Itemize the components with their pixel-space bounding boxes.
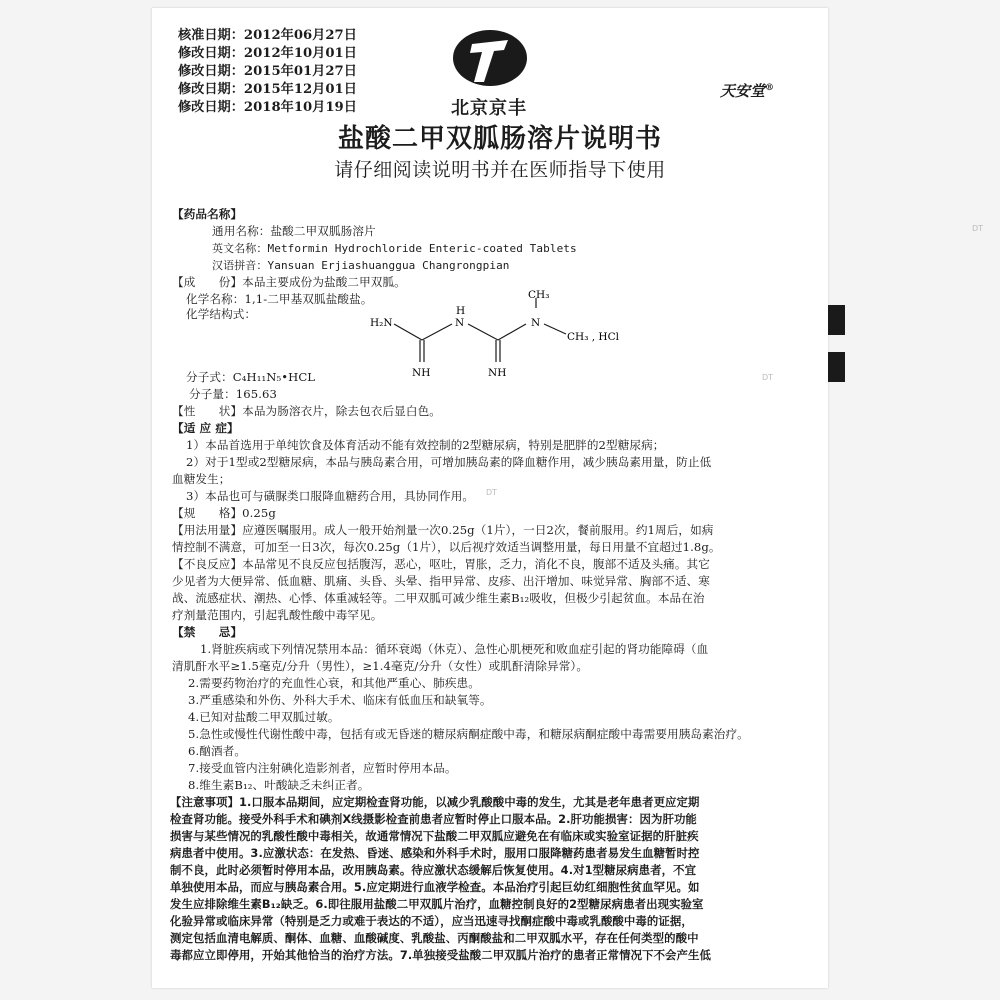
dosage-line: 情控制不满意，可加至一日3次，每次0.25g（1片），以后视疗效适当调整用量，每日用量不宜超过1.8g。 (172, 540, 721, 554)
section-heading: 【禁 忌】 (172, 625, 243, 639)
brand-name: 北京京丰 (451, 98, 527, 119)
precaution-line: 检查肾功能。接受外科手术和碘剂X线摄影检查前患者应暂时停止口服本品。2.肝功能损害：因为肝功能 (170, 812, 697, 826)
hydrogen-label: H (456, 305, 466, 317)
watermark: DT (762, 373, 774, 382)
corner-brand-logo (720, 80, 774, 101)
appearance-line: 【性 状】本品为肠溶衣片，除去包衣后显白色。 (172, 404, 441, 418)
methyl-hcl-label: CH₃ , HCl (567, 331, 619, 343)
indication-item: 2）对于1型或2型糖尿病，本品与胰岛素合用，可增加胰岛素的降血糖作用，减少胰岛素用量，防止低 (186, 455, 712, 469)
indication-item: 3）本品也可与磺脲类口服降血糖药合用，具协同作用。 (186, 489, 475, 503)
molecular-weight: 分子量：165.63 (189, 387, 277, 401)
revision-date: 修改日期：2015年12月01日 (178, 82, 357, 97)
precaution-line: 【注意事项】1.口服本品期间，应定期检查肾功能，以减少乳酸酸中毒的发生，尤其是老年患者更应定期 (170, 795, 700, 809)
indication-item: 1）本品首选用于单纯饮食及体育活动不能有效控制的2型糖尿病，特别是肥胖的2型糖尿病； (186, 438, 665, 452)
chemical-structure-diagram (360, 288, 630, 382)
section-heading: 【适 应 症】 (172, 421, 239, 435)
scan-marker-bottom (828, 352, 845, 382)
watermark: DT (486, 488, 498, 497)
precaution-line: 测定包括血清电解质、酮体、血糖、血酸碱度、乳酸盐、丙酮酸盐和二甲双胍水平，存在任何类型的酸中 (170, 931, 699, 945)
contraindication-item: 2.需要药物治疗的充血性心衰，和其他严重心、肺疾患。 (188, 676, 480, 690)
revision-dates (178, 27, 357, 117)
revision-date: 修改日期：2018年10月19日 (178, 100, 357, 115)
contraindication-item: 3.严重感染和外伤、外科大手术、临床有低血压和缺氧等。 (188, 693, 492, 707)
contraindication-item-cont: 清肌酐水平≥1.5毫克/分升（男性），≥1.4毫克/分升（女性）或肌酐清除异常）。 (172, 659, 589, 673)
registered-mark: ® (765, 83, 775, 93)
revision-date: 修改日期：2015年01月27日 (178, 64, 357, 79)
precaution-line: 化验异常或临床异常（特别是乏力或难于表达的不适），应当迅速寻找酮症酸中毒或乳酸酸中毒的证据， (170, 914, 693, 928)
watermark: DT (972, 224, 984, 233)
ingredient-line: 【成 份】本品主要成份为盐酸二甲双胍。 (172, 275, 406, 289)
section-heading: 【药品名称】 (172, 207, 243, 221)
contraindication-item: 6.酗酒者。 (188, 744, 247, 758)
imine-label: NH (412, 367, 431, 379)
precaution-line: 制不良，此时必须暂时停用本品，改用胰岛素。待应激状态缓解后恢复使用。4.对1型糖尿病患者，不宜 (170, 863, 697, 877)
nitrogen-label: N (531, 317, 541, 329)
indication-item-cont: 血糖发生； (172, 472, 231, 486)
precaution-line: 损害与某些情况的乳酸性酸中毒相关，故通常情况下盐酸二甲双胍应避免在有临床或实验室证据的肝脏疾 (170, 829, 699, 843)
document-title: 盐酸二甲双胍肠溶片说明书 (337, 124, 662, 154)
document-subtitle: 请仔细阅读说明书并在医师指导下使用 (334, 159, 666, 181)
adverse-reaction-line: 【不良反应】本品常见不良反应包括腹泻，恶心，呕吐，胃胀，乏力，消化不良，腹部不适及头痛。其它 (172, 557, 710, 571)
corner-brand-text: 天安堂 (720, 82, 766, 100)
precaution-line: 单独使用本品，而应与胰岛素合用。5.应定期进行血液学检查。本品治疗引起巨幼红细胞性贫血罕见。如 (170, 880, 700, 894)
precaution-line: 病患者中使用。3.应激状态：在发热、昏迷、感染和外科手术时，服用口服降糖药患者易发生血糖暂时控 (170, 846, 700, 860)
contraindication-item: 7.接受血管内注射碘化造影剂者，应暂时停用本品。 (188, 761, 457, 775)
contraindication-item: 4.已知对盐酸二甲双胍过敏。 (188, 710, 340, 724)
adverse-reaction-line: 疗剂量范围内，引起乳酸性酸中毒罕见。 (172, 608, 383, 622)
structure-label: 化学结构式： (186, 307, 257, 321)
adverse-reaction-line: 少见者为大便异常、低血糖、肌痛、头昏、头晕、指甲异常、皮疹、出汗增加、味觉异常、胸部不适、寒 (172, 574, 710, 588)
specification-line: 【规 格】0.25g (172, 506, 276, 520)
methyl-label: CH₃ (528, 289, 550, 301)
chemical-name-line: 化学名称：1,1-二甲基双胍盐酸盐。 (186, 292, 373, 306)
revision-date: 修改日期：2012年10月01日 (178, 46, 357, 61)
contraindication-item: 5.急性或慢性代谢性酸中毒，包括有或无昏迷的糖尿病酮症酸中毒，和糖尿病酮症酸中毒需要用胰岛素治疗。 (188, 727, 749, 741)
brand-logo-icon (450, 24, 530, 92)
amine-label: H₂N (370, 317, 393, 329)
approval-date: 核准日期：2012年06月27日 (178, 28, 357, 43)
generic-name-line: 通用名称：盐酸二甲双胍肠溶片 (212, 224, 376, 238)
pinyin-line: 汉语拼音：Yansuan Erjiashuanggua Changrongpian (212, 259, 510, 272)
adverse-reaction-line: 战、流感症状、潮热、心悸、体重减轻等。二甲双胍可减少维生素B₁₂吸收，但极少引起贫血。本品在治 (172, 591, 705, 605)
scan-marker-top (828, 305, 845, 335)
english-name-line: 英文名称：Metformin Hydrochloride Enteric-coated Tablets (212, 242, 577, 255)
precaution-line: 发生应排除维生素B₁₂缺乏。6.即往服用盐酸二甲双胍片治疗，血糖控制良好的2型糖尿病患者出现实验室 (170, 897, 704, 911)
contraindication-item: 1.肾脏疾病或下列情况禁用本品：循环衰竭（休克）、急性心肌梗死和败血症引起的肾功能障碍（血 (200, 642, 709, 656)
molecular-formula: 分子式：C₄H₁₁N₅•HCL (186, 370, 316, 384)
imine-label: NH (488, 367, 507, 379)
precaution-line: 毒都应立即停用，开始其他恰当的治疗方法。7.单独接受盐酸二甲双胍片治疗的患者正常情况下不会产生低 (170, 948, 712, 962)
dosage-line: 【用法用量】应遵医嘱服用。成人一般开始剂量一次0.25g（1片），一日2次，餐前服用。约1周后，如病 (172, 523, 714, 537)
nitrogen-label: N (455, 317, 465, 329)
contraindication-item: 8.维生素B₁₂、叶酸缺乏未纠正者。 (188, 778, 370, 792)
